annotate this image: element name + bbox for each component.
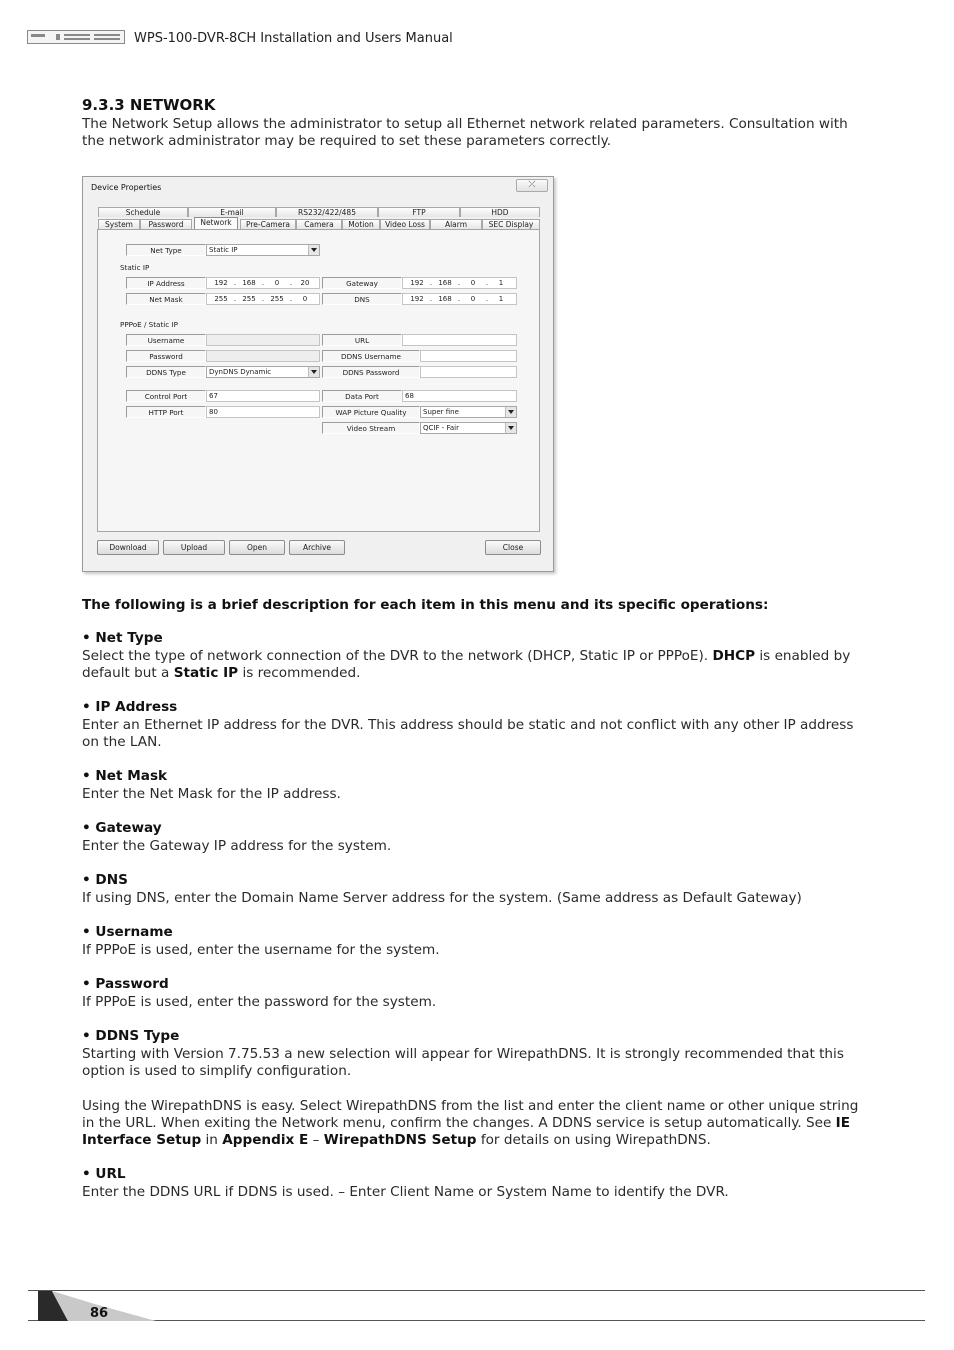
username-label: Username: [126, 334, 206, 346]
password-field[interactable]: [206, 350, 320, 362]
gateway-label: Gateway: [322, 277, 402, 289]
network-panel: [97, 229, 540, 532]
item-text-ddns-type-2: [82, 1098, 872, 1149]
text-run: Select the type of network connection of the DVR to the network (DHCP, Static IP or PPPoE).: [82, 648, 713, 664]
bold-term: Static IP: [173, 665, 239, 681]
open-button[interactable]: Open: [229, 540, 285, 555]
http-port-field[interactable]: 80: [206, 406, 320, 418]
tab-camera[interactable]: Camera: [296, 219, 342, 229]
chevron-down-icon: [308, 245, 319, 255]
dns-label: DNS: [322, 293, 402, 305]
static-ip-group: Static IP: [120, 263, 150, 272]
password-label: Password: [126, 350, 206, 362]
ip-octet: 168: [438, 279, 452, 287]
bold-term: DHCP: [712, 648, 756, 664]
item-text-net-mask: Enter the Net Mask for the IP address.: [82, 786, 341, 802]
text-run: Using the WirepathDNS is easy. Select WirepathDNS from the list and enter the client name or other unique string in the URL. When exiting the Network menu, confirm the changes. A DDNS service is setup automatically. See: [82, 1098, 859, 1131]
close-icon[interactable]: ⤫: [516, 179, 548, 192]
ip-octet: 168: [438, 295, 452, 303]
ddns-type-label: DDNS Type: [126, 366, 206, 378]
wap-quality-select[interactable]: [420, 406, 517, 418]
bold-term: IE Interface Setup: [82, 1115, 851, 1148]
item-text-username: If PPPoE is used, enter the username for the system.: [82, 942, 440, 958]
pppoe-group: PPPoE / Static IP: [120, 320, 178, 329]
tab-password[interactable]: Password: [140, 219, 192, 229]
username-field[interactable]: [206, 334, 320, 346]
manual-logo: [27, 30, 125, 44]
ip-octet: 192: [410, 279, 424, 287]
net-mask-field[interactable]: 255 . 255 . 255 . 0: [206, 293, 320, 305]
text-run: –: [308, 1132, 324, 1148]
gateway-field[interactable]: 192 . 168 . 0 . 1: [402, 277, 517, 289]
net-type-label: Net Type: [126, 244, 206, 256]
net-mask-label: Net Mask: [126, 293, 206, 305]
item-title-ddns-type: • DDNS Type: [82, 1028, 180, 1044]
tab-sec-display[interactable]: SEC Display: [482, 219, 540, 229]
ip-address-label: IP Address: [126, 277, 206, 289]
ddns-password-label: DDNS Password: [322, 366, 420, 378]
item-text-url: Enter the DDNS URL if DDNS is used. – Enter Client Name or System Name to identify the DVR.: [82, 1184, 729, 1200]
control-port-label: Control Port: [126, 390, 206, 402]
ip-octet: 255: [242, 295, 256, 303]
chevron-down-icon: [505, 423, 516, 433]
tab-schedule[interactable]: Schedule: [98, 207, 188, 217]
tab-video-loss[interactable]: Video Loss: [380, 219, 430, 229]
item-title-url: • URL: [82, 1166, 126, 1182]
section-intro: The Network Setup allows the administrator to setup all Ethernet network related parameters. Consultation with the network administrator may be required to set these parameters correctly.: [82, 116, 848, 149]
item-text-net-type: [82, 648, 872, 682]
tab-hdd[interactable]: HDD: [460, 207, 540, 217]
dialog-title: Device Properties: [91, 183, 162, 192]
tab-alarm[interactable]: Alarm: [430, 219, 482, 229]
ip-octet: 1: [498, 295, 504, 303]
section-title: 9.3.3 NETWORK: [82, 96, 216, 114]
ddns-password-field[interactable]: [420, 366, 517, 378]
item-text-password: If PPPoE is used, enter the password for the system.: [82, 994, 437, 1010]
device-properties-dialog: [82, 176, 554, 572]
wap-quality-value: Super fine: [423, 408, 459, 416]
ip-octet: 1: [498, 279, 504, 287]
tab-rs232[interactable]: RS232/422/485: [276, 207, 378, 217]
item-title-dns: • DNS: [82, 872, 128, 888]
archive-button[interactable]: Archive: [289, 540, 345, 555]
ip-octet: 0: [470, 295, 476, 303]
upload-button[interactable]: Upload: [163, 540, 225, 555]
item-title-net-mask: • Net Mask: [82, 768, 168, 784]
item-title-username: • Username: [82, 924, 173, 940]
ip-octet: 192: [410, 295, 424, 303]
item-text-ip-address: Enter an Ethernet IP address for the DVR. This address should be static and not conflict with any other IP address on the LAN.: [82, 717, 854, 750]
download-button[interactable]: Download: [97, 540, 159, 555]
text-run: for details on using WirepathDNS.: [476, 1132, 711, 1148]
chevron-down-icon: [308, 367, 319, 377]
tab-ftp[interactable]: FTP: [378, 207, 460, 217]
ip-octet: 0: [470, 279, 476, 287]
ddns-username-label: DDNS Username: [322, 350, 420, 362]
bold-term: WirepathDNS Setup: [323, 1132, 477, 1148]
ip-octet: 168: [242, 279, 256, 287]
ip-octet: 255: [214, 295, 228, 303]
item-title-net-type: • Net Type: [82, 630, 163, 646]
ip-octet: 255: [270, 295, 284, 303]
item-title-ip-address: • IP Address: [82, 699, 178, 715]
ip-octet: 0: [274, 279, 280, 287]
url-label: URL: [322, 334, 402, 346]
url-field[interactable]: [402, 334, 517, 346]
tab-email[interactable]: E-mail: [188, 207, 276, 217]
bold-term: Appendix E: [222, 1132, 309, 1148]
ip-octet: 192: [214, 279, 228, 287]
tab-network[interactable]: Network: [194, 217, 238, 230]
ddns-type-value: DynDNS Dynamic: [209, 368, 272, 376]
ip-octet: 0: [302, 295, 308, 303]
close-button[interactable]: Close: [485, 540, 541, 555]
ddns-username-field[interactable]: [420, 350, 517, 362]
text-run: is recommended.: [238, 665, 361, 681]
chevron-down-icon: [505, 407, 516, 417]
tab-system[interactable]: System: [98, 219, 140, 229]
data-port-label: Data Port: [322, 390, 402, 402]
control-port-field[interactable]: 67: [206, 390, 320, 402]
description-lead: The following is a brief description for each item in this menu and its specific operations:: [82, 597, 769, 613]
ip-address-field[interactable]: 192 . 168 . 0 . 20: [206, 277, 320, 289]
video-stream-label: Video Stream: [322, 422, 420, 434]
tab-motion[interactable]: Motion: [342, 219, 380, 229]
net-type-select[interactable]: [206, 244, 320, 256]
data-port-field[interactable]: 68: [402, 390, 517, 402]
item-title-password: • Password: [82, 976, 169, 992]
net-type-value: Static IP: [209, 246, 238, 254]
text-run: in: [201, 1132, 223, 1148]
item-title-gateway: • Gateway: [82, 820, 162, 836]
item-text-ddns-type: Starting with Version 7.75.53 a new selection will appear for WirepathDNS. It is strongly recommended that this option is used to simplify configuration.: [82, 1046, 844, 1079]
text-run: is enabled by default but a: [82, 648, 851, 681]
ddns-type-select[interactable]: [206, 366, 320, 378]
item-text-dns: If using DNS, enter the Domain Name Server address for the system. (Same address as Default Gateway): [82, 890, 802, 906]
page-number: 86: [90, 1306, 109, 1321]
video-stream-value: QCIF - Fair: [423, 424, 459, 432]
video-stream-select[interactable]: [420, 422, 517, 434]
wap-quality-label: WAP Picture Quality: [322, 406, 420, 418]
ip-octet: 20: [300, 279, 310, 287]
http-port-label: HTTP Port: [126, 406, 206, 418]
tab-pre-camera[interactable]: Pre-Camera: [240, 219, 296, 229]
dns-field[interactable]: 192 . 168 . 0 . 1: [402, 293, 517, 305]
header-title: WPS-100-DVR-8CH Installation and Users Manual: [134, 31, 453, 46]
item-text-gateway: Enter the Gateway IP address for the system.: [82, 838, 392, 854]
